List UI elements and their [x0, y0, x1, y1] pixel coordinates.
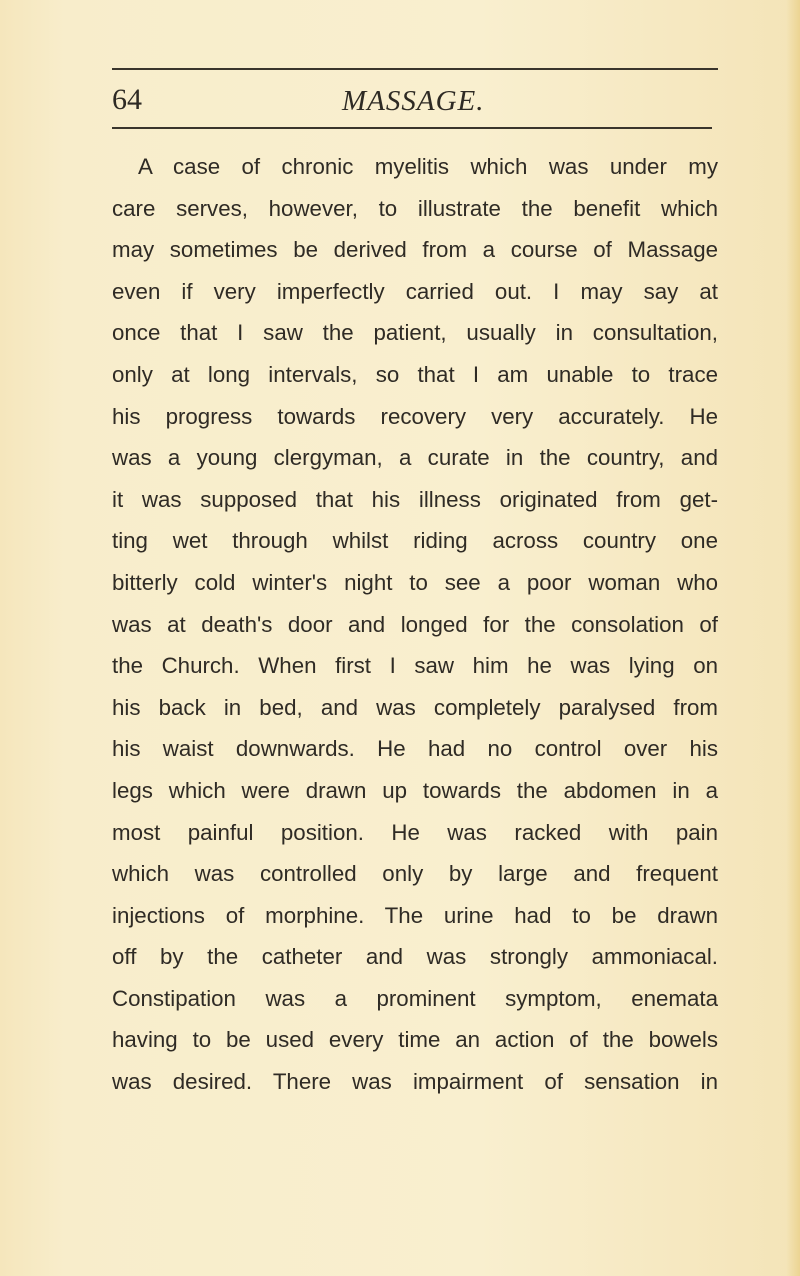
- text-line: off by the catheter and was strongly ammoniacal.: [112, 944, 718, 970]
- text-line: his waist downwards. He had no control over his: [112, 736, 718, 762]
- text-line: Constipation was a prominent symptom, enemata: [112, 985, 718, 1011]
- text-line: injections of morphine. The urine had to be drawn: [112, 902, 718, 928]
- text-line: was desired. There was impairment of sensation in: [112, 1069, 718, 1095]
- header-rule-bottom: [112, 127, 712, 129]
- text-line: which was controlled only by large and frequent: [112, 861, 718, 887]
- body-text: [112, 146, 718, 1103]
- page-number: 64: [112, 83, 142, 116]
- text-line: ting wet through whilst riding across country one: [112, 528, 718, 554]
- text-line: his back in bed, and was completely paralysed from: [112, 694, 718, 720]
- text-line: was a young clergyman, a curate in the country, and: [112, 445, 718, 471]
- text-line: the Church. When first I saw him he was lying on: [112, 653, 718, 679]
- text-line: bitterly cold winter's night to see a poor woman who: [112, 569, 718, 595]
- text-line: A case of chronic myelitis which was under my: [138, 154, 718, 179]
- text-line: legs which were drawn up towards the abdomen in a: [112, 777, 718, 803]
- page-header: [112, 78, 712, 122]
- header-rule-top: [112, 68, 718, 70]
- text-line: even if very imperfectly carried out. I may say at: [112, 278, 718, 304]
- running-head: MASSAGE.: [342, 85, 485, 117]
- text-line: most painful position. He was racked with pain: [112, 819, 718, 845]
- text-line: only at long intervals, so that I am unable to trace: [112, 361, 718, 387]
- text-line: may sometimes be derived from a course of Massage: [112, 237, 718, 263]
- text-line: once that I saw the patient, usually in consultation,: [112, 320, 718, 346]
- text-line: was at death's door and longed for the consolation of: [112, 611, 718, 637]
- text-line: care serves, however, to illustrate the benefit which: [112, 195, 718, 221]
- page-edge-shading: [786, 0, 800, 1276]
- text-line: it was supposed that his illness originated from get-: [112, 486, 718, 512]
- text-line: his progress towards recovery very accurately. He: [112, 403, 718, 429]
- text-line: having to be used every time an action of the bowels: [112, 1027, 718, 1053]
